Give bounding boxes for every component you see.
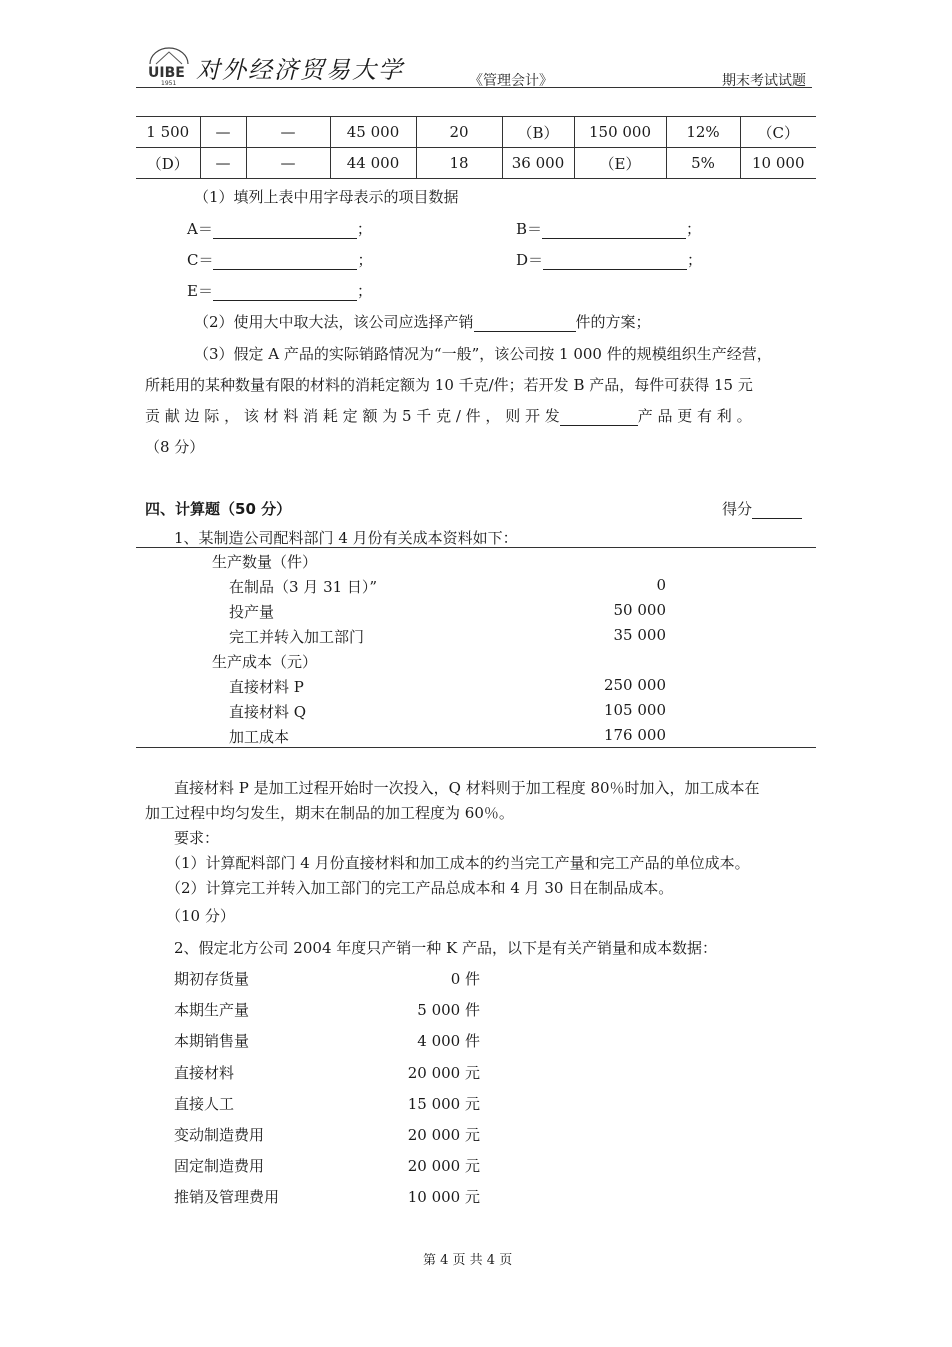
label-a: A＝ bbox=[187, 220, 213, 238]
table-cell: （C） bbox=[740, 117, 816, 148]
p2-item-value: 20 000 元 bbox=[407, 1126, 480, 1144]
q3-points: （8 分） bbox=[145, 438, 205, 456]
p2-item-value: 5 000 件 bbox=[417, 1001, 480, 1020]
part3-text: 贡 献 边 际 ， 该 材 料 消 耗 定 额 为 5 千 克 / 件 ， 则 开 发 bbox=[145, 407, 560, 425]
logo-text: UIBE bbox=[148, 65, 185, 81]
p2-item-label: 推销及管理费用 bbox=[174, 1188, 280, 1207]
exam-type: 期末考试试题 bbox=[722, 73, 806, 89]
fill-d bbox=[516, 249, 702, 270]
table-cell: — bbox=[200, 148, 246, 179]
p1-req1: （1）计算配料部门 4 月份直接材料和加工成本的约当完工产量和完工产品的单位成本。 bbox=[166, 854, 750, 872]
label-c: C＝ bbox=[187, 251, 214, 269]
score-field bbox=[722, 498, 802, 519]
cost-table-value: 50 000 bbox=[613, 601, 666, 619]
table-cell: 1 500 bbox=[136, 117, 200, 148]
p2-item-label: 直接材料 bbox=[174, 1063, 235, 1082]
university-logo bbox=[146, 46, 192, 90]
label-e: E＝ bbox=[187, 282, 213, 300]
p1-points: （10 分） bbox=[166, 907, 235, 925]
part2-text-end: 件的方案； bbox=[575, 313, 651, 331]
p2-item-label: 固定制造费用 bbox=[174, 1157, 265, 1176]
table-cell: （B） bbox=[502, 117, 574, 148]
logo-year: 1951 bbox=[161, 80, 177, 86]
fill-a bbox=[187, 218, 372, 239]
header-rule bbox=[136, 87, 812, 88]
blank-d[interactable] bbox=[543, 253, 687, 270]
cost-table-label: 生产成本（元） bbox=[212, 653, 318, 671]
q3-part1: （1）填列上表中用字母表示的项目数据 bbox=[194, 188, 459, 206]
p1-intro: 1、某制造公司配料部门 4 月份有关成本资料如下： bbox=[174, 529, 518, 547]
table-cell: （E） bbox=[574, 148, 666, 179]
p1-desc-line2: 加工过程中均匀发生，期末在制品的加工程度为 60％。 bbox=[145, 804, 514, 822]
section-title: 四、计算题（50 分） bbox=[145, 500, 292, 518]
table-cell: 10 000 bbox=[740, 148, 816, 179]
table-top-rule bbox=[136, 547, 816, 548]
part2-text: （2）使用大中取大法，该公司应选择产销 bbox=[194, 313, 474, 331]
sep: ； bbox=[686, 220, 702, 238]
table-cell: 20 bbox=[416, 117, 502, 148]
fill-e bbox=[187, 280, 372, 301]
p2-item-value: 0 件 bbox=[450, 970, 480, 988]
fill-c bbox=[187, 249, 373, 270]
part3-text-end: 产 品 更 有 利 。 bbox=[637, 407, 752, 425]
table-cell: （D） bbox=[136, 148, 200, 179]
blank-c[interactable] bbox=[213, 253, 357, 270]
q3-part2 bbox=[194, 311, 651, 332]
cost-table-value: 0 bbox=[656, 576, 666, 594]
q3-part3-line2: 所耗用的某种数量有限的材料的消耗定额为 10 千克/件；若开发 B 产品，每件可获得 15 元 bbox=[145, 376, 753, 394]
p2-item-value: 10 000 元 bbox=[407, 1188, 480, 1207]
score-blank[interactable] bbox=[752, 502, 802, 519]
cost-table-label: 在制品（3 月 31 日）” bbox=[229, 578, 378, 596]
score-label: 得分 bbox=[722, 500, 753, 518]
p1-requirements: 要求： bbox=[174, 829, 220, 847]
p2-item-value: 20 000 元 bbox=[407, 1157, 480, 1176]
p2-item-value: 20 000 元 bbox=[407, 1063, 480, 1082]
label-b: B＝ bbox=[516, 220, 543, 238]
university-name: 对外经济贸易大学 bbox=[196, 56, 404, 84]
table-bottom-rule bbox=[136, 747, 816, 748]
table-row bbox=[136, 148, 816, 179]
table-cell: — bbox=[246, 148, 330, 179]
p2-item-value: 15 000 元 bbox=[407, 1094, 480, 1113]
blank-a[interactable] bbox=[213, 222, 357, 239]
table-cell: 44 000 bbox=[330, 148, 416, 179]
label-d: D＝ bbox=[516, 251, 544, 269]
cost-table-label: 加工成本 bbox=[229, 728, 290, 746]
sep: ； bbox=[687, 251, 703, 269]
p2-intro: 2、假定北方公司 2004 年度只产销一种 K 产品，以下是有关产销量和成本数据： bbox=[174, 939, 717, 957]
table-cell: — bbox=[246, 117, 330, 148]
p2-item-label: 本期生产量 bbox=[174, 1001, 250, 1020]
cost-table-label: 直接材料 Q bbox=[229, 703, 307, 721]
cost-table-label: 完工并转入加工部门 bbox=[229, 628, 365, 646]
cost-table-value: 176 000 bbox=[603, 726, 666, 744]
cost-table-label: 生产数量（件） bbox=[212, 553, 318, 571]
q3-part3-line3 bbox=[145, 405, 752, 426]
table-row bbox=[136, 117, 816, 148]
sep: ； bbox=[357, 251, 373, 269]
table-cell: 150 000 bbox=[574, 117, 666, 148]
p2-item-label: 本期销售量 bbox=[174, 1032, 250, 1051]
cost-table-label: 直接材料 P bbox=[229, 678, 304, 696]
blank-e[interactable] bbox=[213, 284, 357, 301]
blank-quantity[interactable] bbox=[474, 315, 576, 332]
cost-table-value: 250 000 bbox=[603, 676, 666, 694]
cost-table-value: 105 000 bbox=[603, 701, 666, 719]
p1-desc-line1: 直接材料 P 是加工过程开始时一次投入，Q 材料则于加工程度 80％时加入，加工成本在 bbox=[174, 779, 760, 797]
table-cell: 12% bbox=[666, 117, 740, 148]
cost-table-label: 投产量 bbox=[229, 603, 275, 621]
table-cell: — bbox=[200, 117, 246, 148]
table-cell: 5% bbox=[666, 148, 740, 179]
sep: ； bbox=[356, 220, 372, 238]
page-number: 第 4 页 共 4 页 bbox=[423, 1253, 513, 1268]
table-cell: 18 bbox=[416, 148, 502, 179]
p1-req2: （2）计算完工并转入加工部门的完工产品总成本和 4 月 30 日在制品成本。 bbox=[166, 879, 674, 897]
sep: ； bbox=[356, 282, 372, 300]
table-cell: 45 000 bbox=[330, 117, 416, 148]
p2-item-label: 期初存货量 bbox=[174, 970, 250, 988]
decision-table bbox=[136, 116, 816, 179]
p2-item-label: 变动制造费用 bbox=[174, 1126, 265, 1144]
q3-part3-line1: （3）假定 A 产品的实际销路情况为“一般”，该公司按 1 000 件的规模组织生产经营， bbox=[194, 345, 772, 363]
course-title: 《管理会计》 bbox=[469, 73, 553, 89]
cost-table-value: 35 000 bbox=[613, 626, 666, 644]
fill-b bbox=[516, 218, 701, 239]
p2-item-label: 直接人工 bbox=[174, 1094, 235, 1113]
table-cell: 36 000 bbox=[502, 148, 574, 179]
blank-b[interactable] bbox=[542, 222, 686, 239]
blank-product[interactable] bbox=[560, 409, 638, 426]
p2-item-value: 4 000 件 bbox=[417, 1032, 480, 1051]
